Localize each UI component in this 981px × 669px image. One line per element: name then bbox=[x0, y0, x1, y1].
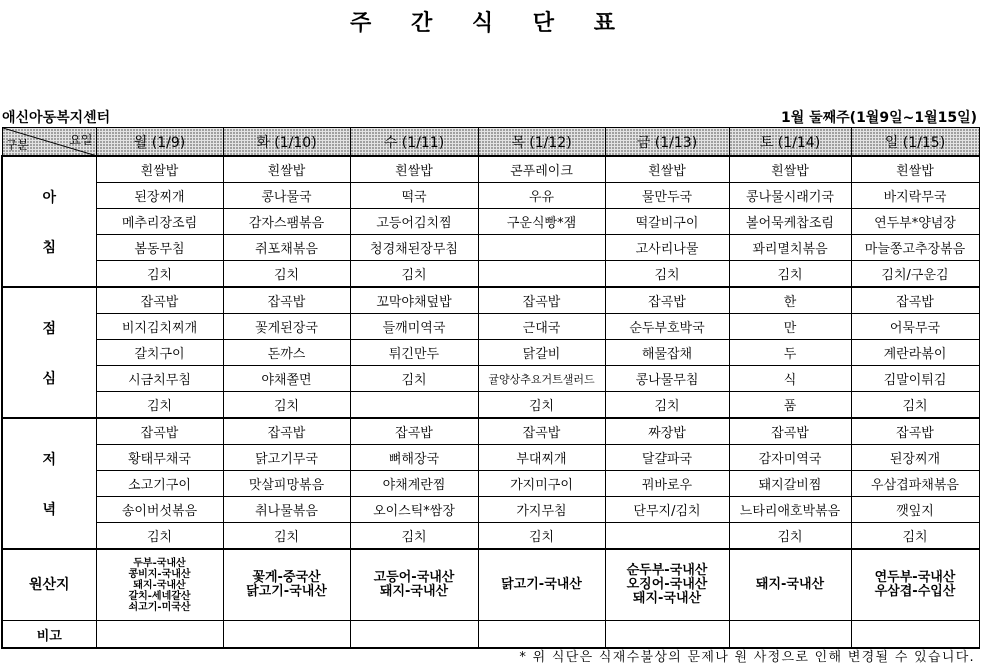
menu-item-cell: 잡곡밥 bbox=[478, 418, 605, 445]
menu-item-cell: 볼어묵케찹조림 bbox=[729, 209, 851, 235]
menu-item-cell: 김치 bbox=[350, 366, 478, 392]
menu-item-cell: 맛살피망볶음 bbox=[223, 471, 350, 497]
menu-item-cell: 느타리애호박볶음 bbox=[729, 497, 851, 523]
menu-item-cell: 김치 bbox=[96, 523, 223, 550]
organization-name: 애신아동복지센터 bbox=[2, 110, 111, 126]
menu-item-cell: 깻잎지 bbox=[851, 497, 979, 523]
remarks-cell bbox=[96, 621, 223, 649]
day-header: 일 (1/15) bbox=[851, 128, 979, 157]
menu-item-cell: 고사리나물 bbox=[605, 235, 729, 261]
meal-row bbox=[2, 235, 979, 261]
menu-item-cell: 달걀파국 bbox=[605, 445, 729, 471]
menu-item-cell: 꿔바로우 bbox=[605, 471, 729, 497]
menu-item-cell: 두 bbox=[729, 340, 851, 366]
remarks-label: 비고 bbox=[2, 621, 96, 649]
menu-item-cell: 감자스팸볶음 bbox=[223, 209, 350, 235]
meal-row bbox=[2, 392, 979, 419]
day-header: 수 (1/11) bbox=[350, 128, 478, 157]
menu-item-cell: 김치 bbox=[605, 392, 729, 419]
corner-label-day: 요일 bbox=[69, 133, 93, 147]
meal-label-first: 아 bbox=[42, 189, 57, 206]
menu-item-cell: 오이스틱*쌈장 bbox=[350, 497, 478, 523]
origin-label: 원산지 bbox=[2, 549, 96, 621]
meal-row bbox=[2, 183, 979, 209]
menu-item-cell: 마늘쫑고추장볶음 bbox=[851, 235, 979, 261]
menu-item-cell: 쥐포채볶음 bbox=[223, 235, 350, 261]
menu-item-cell: 흰쌀밥 bbox=[729, 156, 851, 183]
meal-label-second: 침 bbox=[42, 239, 57, 256]
meal-row bbox=[2, 314, 979, 340]
corner-label-category: 구분 bbox=[5, 138, 29, 152]
meal-label-second: 심 bbox=[42, 370, 57, 387]
menu-item-cell: 황태무채국 bbox=[96, 445, 223, 471]
menu-item-cell: 감자미역국 bbox=[729, 445, 851, 471]
meal-label-first: 점 bbox=[42, 320, 57, 337]
remarks-cell bbox=[605, 621, 729, 649]
day-header: 금 (1/13) bbox=[605, 128, 729, 157]
menu-item-cell: 시금치무침 bbox=[96, 366, 223, 392]
day-header: 화 (1/10) bbox=[223, 128, 350, 157]
menu-item-cell: 우유 bbox=[478, 183, 605, 209]
menu-item-cell: 물만두국 bbox=[605, 183, 729, 209]
meal-row bbox=[2, 261, 979, 288]
menu-item-cell: 김치 bbox=[478, 392, 605, 419]
menu-item-cell: 김말이튀김 bbox=[851, 366, 979, 392]
menu-item-cell: 김치 bbox=[729, 261, 851, 288]
menu-item-cell: 흰쌀밥 bbox=[350, 156, 478, 183]
remarks-cell bbox=[350, 621, 478, 649]
menu-item-cell: 잡곡밥 bbox=[223, 287, 350, 314]
menu-item-cell: 닭갈비 bbox=[478, 340, 605, 366]
menu-item-cell: 귤양상추요거트샐러드 bbox=[478, 366, 605, 392]
menu-item-cell: 흰쌀밥 bbox=[96, 156, 223, 183]
origin-row bbox=[2, 549, 979, 621]
menu-item-cell: 야채쫄면 bbox=[223, 366, 350, 392]
menu-item-cell: 부대찌개 bbox=[478, 445, 605, 471]
menu-item-cell: 잡곡밥 bbox=[605, 287, 729, 314]
meal-row bbox=[2, 340, 979, 366]
remarks-row bbox=[2, 621, 979, 649]
page-title: 주 간 식 단 표 bbox=[350, 11, 631, 36]
menu-item-cell: 떡갈비구이 bbox=[605, 209, 729, 235]
menu-item-cell: 김치 bbox=[350, 523, 478, 550]
meal-row bbox=[2, 209, 979, 235]
menu-item-cell: 계란라볶이 bbox=[851, 340, 979, 366]
meal-label bbox=[2, 418, 96, 549]
menu-item-cell bbox=[605, 523, 729, 550]
meal-row bbox=[2, 418, 979, 445]
menu-item-cell: 김치 bbox=[350, 261, 478, 288]
menu-item-cell: 잡곡밥 bbox=[729, 418, 851, 445]
meal-row bbox=[2, 156, 979, 183]
menu-item-cell: 김치 bbox=[223, 523, 350, 550]
footnote: * 위 식단은 식재수불상의 문제나 원 사정으로 인해 변경될 수 있습니다. bbox=[519, 650, 975, 665]
menu-item-cell: 품 bbox=[729, 392, 851, 419]
menu-item-cell: 비지김치찌개 bbox=[96, 314, 223, 340]
menu-item-cell: 잡곡밥 bbox=[96, 418, 223, 445]
menu-item-cell: 만 bbox=[729, 314, 851, 340]
menu-item-cell: 잡곡밥 bbox=[851, 418, 979, 445]
meal-label bbox=[2, 156, 96, 287]
remarks-cell bbox=[223, 621, 350, 649]
menu-item-cell: 야채계란찜 bbox=[350, 471, 478, 497]
menu-item-cell: 김치 bbox=[96, 261, 223, 288]
menu-item-cell: 김치 bbox=[478, 523, 605, 550]
origin-cell: 연두부-국내산 우삼겹-수입산 bbox=[851, 549, 979, 621]
remarks-cell bbox=[729, 621, 851, 649]
meal-row bbox=[2, 366, 979, 392]
menu-item-cell: 청경채된장무침 bbox=[350, 235, 478, 261]
menu-item-cell: 콩나물시래기국 bbox=[729, 183, 851, 209]
menu-item-cell: 꼬막야채덮밥 bbox=[350, 287, 478, 314]
week-label: 1월 둘째주(1월9일~1월15일) bbox=[780, 110, 977, 126]
menu-item-cell: 짜장밥 bbox=[605, 418, 729, 445]
menu-item-cell: 들깨미역국 bbox=[350, 314, 478, 340]
menu-item-cell: 꽈리멸치볶음 bbox=[729, 235, 851, 261]
day-header: 월 (1/9) bbox=[96, 128, 223, 157]
menu-item-cell: 식 bbox=[729, 366, 851, 392]
menu-item-cell: 잡곡밥 bbox=[223, 418, 350, 445]
meal-row bbox=[2, 523, 979, 550]
remarks-cell bbox=[478, 621, 605, 649]
menu-item-cell: 꽃게된장국 bbox=[223, 314, 350, 340]
menu-item-cell: 송이버섯볶음 bbox=[96, 497, 223, 523]
menu-item-cell: 연두부*양념장 bbox=[851, 209, 979, 235]
menu-item-cell: 김치 bbox=[96, 392, 223, 419]
menu-item-cell: 고등어김치찜 bbox=[350, 209, 478, 235]
menu-item-cell: 콩나물무침 bbox=[605, 366, 729, 392]
weekly-menu-table bbox=[1, 127, 980, 649]
origin-cell: 고등어-국내산 돼지-국내산 bbox=[350, 549, 478, 621]
menu-item-cell: 메추리장조림 bbox=[96, 209, 223, 235]
menu-item-cell bbox=[478, 235, 605, 261]
menu-item-cell: 김치 bbox=[223, 392, 350, 419]
menu-item-cell: 한 bbox=[729, 287, 851, 314]
origin-cell: 닭고기-국내산 bbox=[478, 549, 605, 621]
origin-cell: 순두부-국내산 오징어-국내산 돼지-국내산 bbox=[605, 549, 729, 621]
meal-row bbox=[2, 445, 979, 471]
menu-item-cell: 돼지갈비찜 bbox=[729, 471, 851, 497]
menu-item-cell: 취나물볶음 bbox=[223, 497, 350, 523]
menu-item-cell: 흰쌀밥 bbox=[851, 156, 979, 183]
origin-cell: 꽃게-중국산 닭고기-국내산 bbox=[223, 549, 350, 621]
meal-label-second: 녁 bbox=[42, 501, 57, 518]
menu-item-cell: 봄동무침 bbox=[96, 235, 223, 261]
origin-cell: 두부-국내산 콩비지-국내산 돼지-국내산 갈치-세네갈산 쇠고기-미국산 bbox=[96, 549, 223, 621]
menu-body bbox=[2, 156, 979, 549]
menu-item-cell: 튀긴만두 bbox=[350, 340, 478, 366]
menu-item-cell: 흰쌀밥 bbox=[223, 156, 350, 183]
menu-item-cell: 잡곡밥 bbox=[851, 287, 979, 314]
menu-item-cell: 바지락무국 bbox=[851, 183, 979, 209]
remarks-cell bbox=[851, 621, 979, 649]
menu-item-cell: 떡국 bbox=[350, 183, 478, 209]
menu-item-cell: 김치 bbox=[223, 261, 350, 288]
meal-row bbox=[2, 497, 979, 523]
day-header: 목 (1/12) bbox=[478, 128, 605, 157]
menu-item-cell: 콩나물국 bbox=[223, 183, 350, 209]
menu-item-cell: 구운식빵*잼 bbox=[478, 209, 605, 235]
menu-item-cell: 우삼겹파채볶음 bbox=[851, 471, 979, 497]
menu-item-cell: 가지미구이 bbox=[478, 471, 605, 497]
meal-row bbox=[2, 287, 979, 314]
menu-item-cell: 잡곡밥 bbox=[478, 287, 605, 314]
day-header: 토 (1/14) bbox=[729, 128, 851, 157]
menu-item-cell: 어묵무국 bbox=[851, 314, 979, 340]
menu-item-cell: 가지무침 bbox=[478, 497, 605, 523]
header-row bbox=[2, 128, 979, 157]
origin-cell: 돼지-국내산 bbox=[729, 549, 851, 621]
menu-item-cell: 김치 bbox=[851, 392, 979, 419]
meal-label bbox=[2, 287, 96, 418]
menu-item-cell: 근대국 bbox=[478, 314, 605, 340]
menu-item-cell bbox=[350, 392, 478, 419]
menu-item-cell: 김치 bbox=[851, 523, 979, 550]
menu-item-cell: 김치/구운김 bbox=[851, 261, 979, 288]
menu-item-cell bbox=[478, 261, 605, 288]
menu-item-cell: 단무지/김치 bbox=[605, 497, 729, 523]
meal-row bbox=[2, 471, 979, 497]
menu-item-cell: 잡곡밥 bbox=[96, 287, 223, 314]
menu-item-cell: 김치 bbox=[605, 261, 729, 288]
meal-label-first: 저 bbox=[42, 451, 57, 468]
menu-item-cell: 된장찌개 bbox=[851, 445, 979, 471]
menu-item-cell: 된장찌개 bbox=[96, 183, 223, 209]
menu-item-cell: 흰쌀밥 bbox=[605, 156, 729, 183]
menu-item-cell: 김치 bbox=[729, 523, 851, 550]
corner-cell bbox=[2, 128, 96, 157]
menu-item-cell: 뼈해장국 bbox=[350, 445, 478, 471]
menu-item-cell: 잡곡밥 bbox=[350, 418, 478, 445]
menu-item-cell: 콘푸레이크 bbox=[478, 156, 605, 183]
menu-item-cell: 닭고기무국 bbox=[223, 445, 350, 471]
menu-item-cell: 소고기구이 bbox=[96, 471, 223, 497]
menu-item-cell: 갈치구이 bbox=[96, 340, 223, 366]
menu-item-cell: 돈까스 bbox=[223, 340, 350, 366]
menu-item-cell: 해물잡채 bbox=[605, 340, 729, 366]
menu-item-cell: 순두부호박국 bbox=[605, 314, 729, 340]
